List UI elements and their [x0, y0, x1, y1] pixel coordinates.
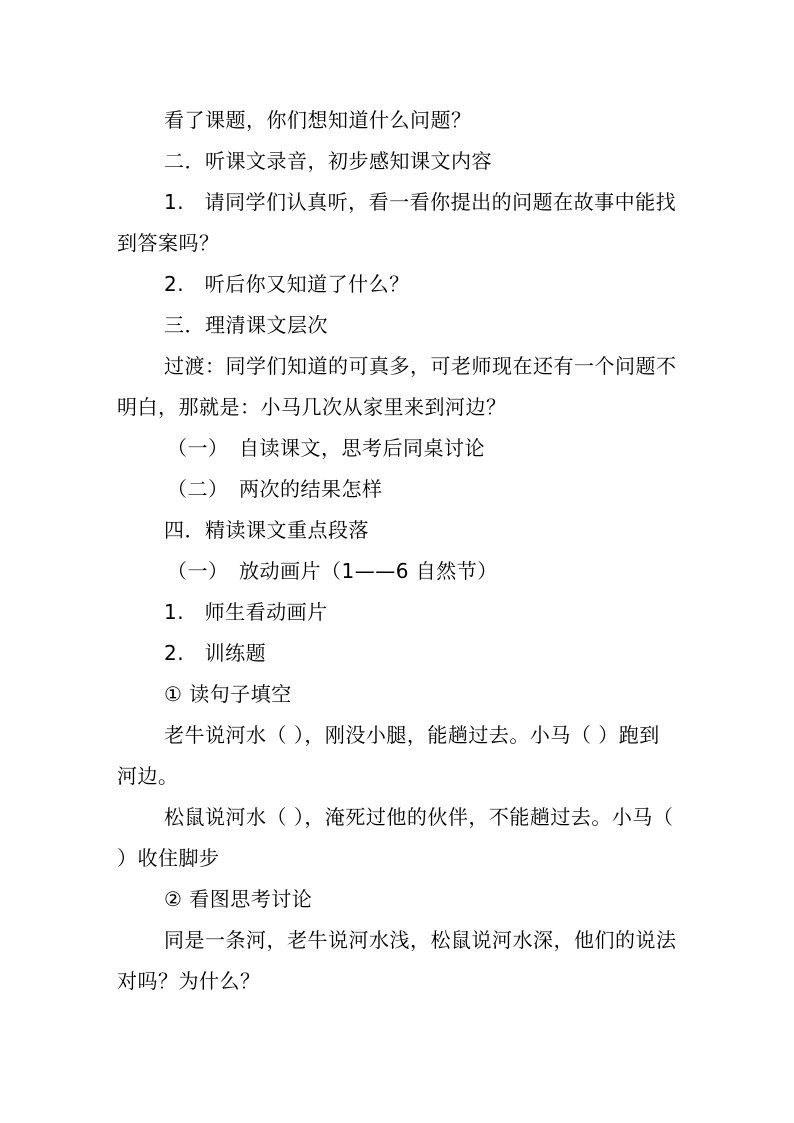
paragraph-discussion-question: 同是一条河，老牛说河水浅，松鼠说河水深，他们的说法对吗？为什么？ — [117, 928, 677, 993]
document-body — [117, 100, 677, 1002]
paragraph-item-2-exercise: 2. 训练题 — [164, 641, 267, 665]
paragraph-question-intro: 看了课题，你们想知道什么问题？ — [164, 108, 472, 132]
heading-section-four: 四．精读课文重点段落 — [164, 518, 369, 542]
paragraph-discussion-heading: ② 看图思考讨论 — [164, 887, 313, 911]
paragraph-fill-blank-squirrel: 松鼠说河水（ ），淹死过他的伙伴，不能趟过去。小马（ ）收住脚步 — [117, 805, 674, 870]
heading-section-two: 二．听课文录音，初步感知课文内容 — [164, 149, 492, 173]
paragraph-item-2-listen: 2. 听后你又知道了什么？ — [164, 272, 410, 296]
paragraph-sub-one: （一） 自读课文，思考后同桌讨论 — [167, 436, 485, 460]
paragraph-item-1-listen: 1. 请同学们认真听，看一看你提出的问题在故事中能找到答案吗？ — [117, 190, 677, 255]
paragraph-transition: 过渡：同学们知道的可真多，可老师现在还有一个问题不明白，那就是：小马几次从家里来到河边？ — [117, 354, 677, 419]
paragraph-fill-blank-ox: 老牛说河水（ ），刚没小腿，能趟过去。小马（ ）跑到河边。 — [117, 723, 660, 788]
paragraph-sub-two: （二） 两次的结果怎样 — [167, 477, 383, 501]
paragraph-item-1-watch: 1. 师生看动画片 — [164, 600, 328, 624]
paragraph-animation: （一） 放动画片（1——6 自然节） — [167, 559, 498, 583]
heading-section-three: 三．理清课文层次 — [164, 313, 328, 337]
paragraph-fill-blank-heading: ① 读句子填空 — [164, 682, 292, 706]
